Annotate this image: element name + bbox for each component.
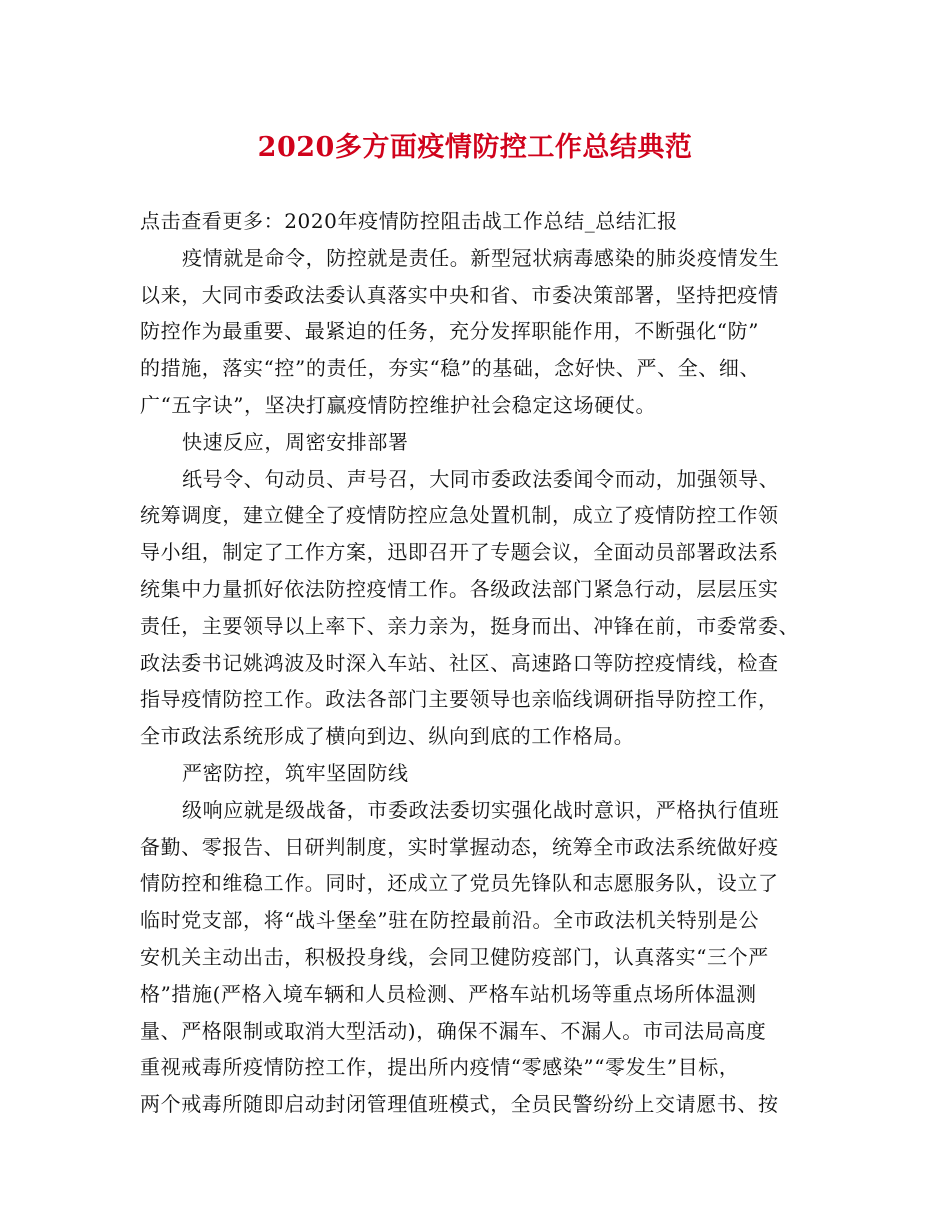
- paragraph-line: 统筹调度，建立健全了疫情防控应急处置机制，成立了疫情防控工作领: [140, 503, 779, 528]
- document-title: 2020多方面疫情防控工作总结典范: [257, 132, 693, 163]
- paragraph-line: 情防控和维稳工作。同时，还成立了党员先锋队和志愿服务队，设立了: [140, 871, 779, 896]
- paragraph-line: 统集中力量抓好依法防控疫情工作。各级政法部门紧急行动，层层压实: [140, 576, 779, 601]
- paragraph-line: 政法委书记姚鸿波及时深入车站、社区、高速路口等防控疫情线，检查: [140, 650, 779, 675]
- paragraph-line: 格”措施(严格入境车辆和人员检测、严格车站机场等重点场所体温测: [140, 981, 757, 1006]
- paragraph-line: 广“五字诀”，坚决打赢疫情防控维护社会稳定这场硬仗。: [140, 392, 657, 417]
- section-heading: 快速反应，周密安排部署: [182, 429, 409, 454]
- paragraph-line: 以来，大同市委政法委认真落实中央和省、市委决策部署，坚持把疫情: [140, 282, 779, 307]
- document-body: [140, 203, 812, 1123]
- paragraph-line: 备勤、零报告、日研判制度，实时掌握动态，统筹全市政法系统做好疫: [140, 834, 779, 859]
- paragraph-line: 量、严格限制或取消大型活动)，确保不漏车、不漏人。市司法局高度: [140, 1018, 767, 1043]
- paragraph-line: 临时党支部，将“战斗堡垒”驻在防控最前沿。全市政法机关特别是公: [140, 908, 760, 933]
- paragraph-line: 安机关主动出击，积极投身线，会同卫健防疫部门，认真落实“三个严: [140, 944, 769, 969]
- paragraph-line: 全市政法系统形成了横向到边、纵向到底的工作格局。: [140, 724, 635, 749]
- paragraph-line: 重视戒毒所疫情防控工作，提出所内疫情“零感染”“零发生”目标，: [140, 1055, 740, 1080]
- paragraph-line: 纸号令、句动员、声号召，大同市委政法委闻令而动，加强领导、: [182, 466, 780, 491]
- paragraph-line: 责任，主要领导以上率下、亲力亲为，挺身而出、冲锋在前，市委常委、: [140, 613, 800, 638]
- section-heading: 严密防控，筑牢坚固防线: [182, 760, 409, 785]
- more-link-line[interactable]: 点击查看更多：2020年疫情防控阻击战工作总结_总结汇报: [140, 209, 678, 233]
- paragraph-line: 疫情就是命令，防控就是责任。新型冠状病毒感染的肺炎疫情发生: [182, 245, 780, 270]
- paragraph-line: 级响应就是级战备，市委政法委切实强化战时意识，严格执行值班: [182, 797, 780, 822]
- paragraph-line: 防控作为最重要、最紧迫的任务，充分发挥职能作用，不断强化“防”: [140, 319, 760, 344]
- paragraph-line: 的措施，落实“控”的责任，夯实“稳”的基础，念好快、严、全、细、: [140, 356, 761, 381]
- paragraph-line: 指导疫情防控工作。政法各部门主要领导也亲临线调研指导防控工作，: [140, 687, 779, 712]
- paragraph-line: 导小组，制定了工作方案，迅即召开了专题会议，全面动员部署政法系: [140, 540, 779, 565]
- paragraph-line: 两个戒毒所随即启动封闭管理值班模式，全员民警纷纷上交请愿书、按: [140, 1092, 779, 1117]
